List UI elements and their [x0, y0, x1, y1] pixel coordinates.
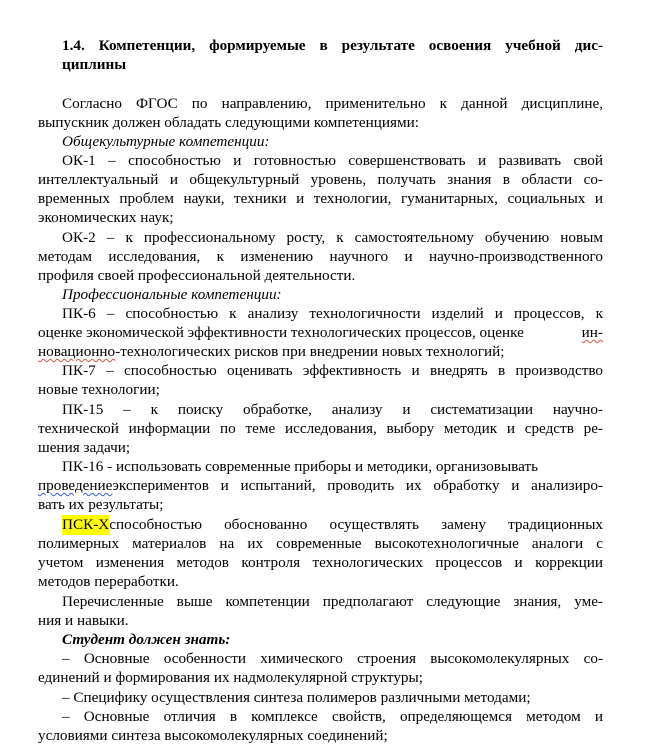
ok1-line: временных проблем науки, техники и технологии, гуманитарных, социальных и	[38, 190, 603, 207]
pk15-line: ПК-15 – к поиску обработке, анализу и систематизации научно-	[62, 401, 603, 418]
psk-code-highlight: ПСК-Х	[62, 516, 110, 533]
outcome-paragraph: Перечисленные выше компетенции предполагают следующие знания, уме-	[62, 593, 603, 610]
pk6-line	[38, 342, 504, 362]
student-must-know-title: Студент должен знать:	[62, 631, 231, 648]
ok2-line: профиля своей профессиональной деятельности.	[38, 267, 356, 284]
section-heading-continued: циплины	[62, 56, 127, 73]
outcome-paragraph-line: ния и навыки.	[38, 612, 129, 629]
pk6-line: ПК-6 – способностью к анализу технологичности изделий и процессов, к	[62, 305, 603, 322]
pk16-line: ПК-16 - использовать современные приборы и методики, организовывать	[62, 458, 539, 475]
pk7-line: ПК-7 – способностью оценивать эффективность и внедрять в производство	[62, 362, 603, 379]
grammar-flag-word: проведение	[38, 477, 113, 494]
pk15-line: технической информации по теме исследования, выбору методик и средств ре-	[38, 420, 603, 437]
psk-line: полимерных материалов на их современные высокотехнологичные аналоги с	[38, 535, 603, 552]
ok1-line: ОК-1 – способностью и готовностью совершенствовать и развивать свой	[62, 152, 603, 169]
pk7-line: новые технологии;	[38, 381, 160, 398]
ok1-line: интеллектуальный и общекультурный уровень, получать знания в области со-	[38, 171, 603, 188]
knowledge-item: – Основные отличия в комплексе свойств, определяющемся методом и	[62, 708, 603, 725]
psk-line-text: способностью обоснованно осуществлять замену традиционных	[109, 516, 603, 533]
ok2-line: методам исследования, к изменению научного и научно-производственного	[38, 248, 603, 265]
pk16-line-text: экспериментов и испытаний, проводить их обработку и анализиро-	[112, 477, 603, 494]
psk-line: учетом изменения методов контроля технологических процессов и коррекции	[38, 554, 603, 571]
pk6-line-text: -технологических рисков при внедрении новых технологий;	[115, 343, 505, 360]
knowledge-item-line: единений и формирования их надмолекулярной структуры;	[38, 669, 423, 686]
pk16-line: вать их результаты;	[38, 496, 164, 513]
pk15-line: шения задачи;	[38, 439, 131, 456]
pk6-line	[38, 323, 603, 343]
psk-line: методов переработки.	[38, 573, 179, 590]
pk16-line	[38, 476, 603, 496]
ok2-line: ОК-2 – к профессиональному росту, к самостоятельному обучению новым	[62, 229, 603, 246]
spellcheck-word: новационно	[38, 343, 116, 360]
psk-line	[62, 515, 603, 535]
section-heading: 1.4. Компетенции, формируемые в результате освоения учебной дис-	[62, 37, 603, 54]
intro-paragraph: Согласно ФГОС по направлению, применительно к данной дисциплине,	[62, 95, 603, 112]
ok1-line: экономических наук;	[38, 209, 174, 226]
knowledge-item-line: условиями синтеза высокомолекулярных соединений;	[38, 727, 388, 744]
professional-competencies-title: Профессиональные компетенции:	[62, 286, 282, 303]
general-competencies-title: Общекультурные компетенции:	[62, 133, 270, 150]
knowledge-item: – Специфику осуществления синтеза полимеров различными методами;	[62, 689, 531, 706]
spellcheck-word: ин-	[581, 324, 603, 341]
pk6-line-text: оценке экономической эффективности технологических процессов, оценке	[38, 324, 524, 341]
knowledge-item: – Основные особенности химического строения высокомолекулярных со-	[62, 650, 603, 667]
intro-paragraph-line: выпускник должен обладать следующими компетенциями:	[38, 114, 419, 131]
